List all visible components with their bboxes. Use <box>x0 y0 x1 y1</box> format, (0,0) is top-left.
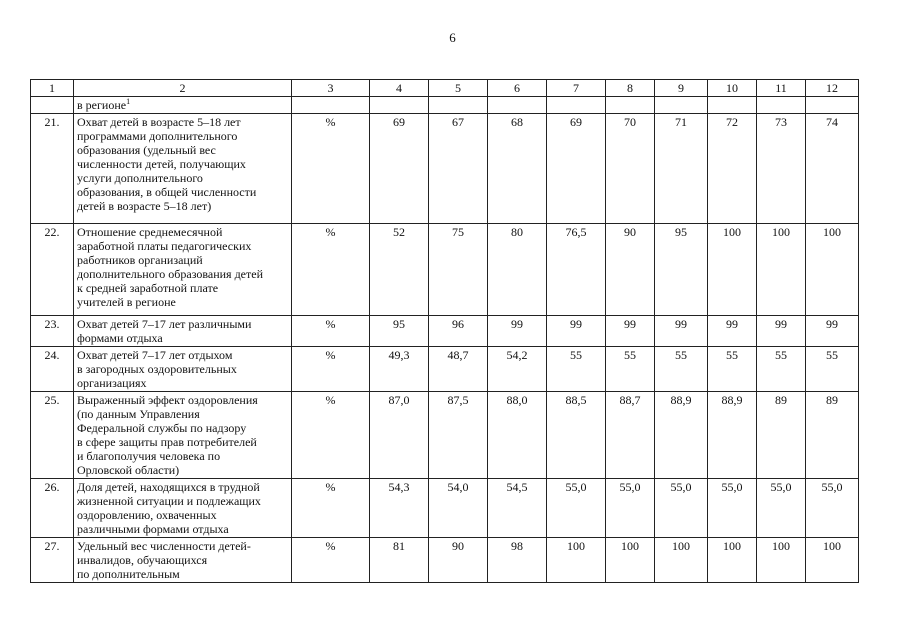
value-cell: 99 <box>655 316 708 347</box>
indicator-name-line: работников организаций <box>77 253 203 267</box>
indicator-name-line: учителей в регионе <box>77 295 176 309</box>
value-cell: 55,0 <box>655 479 708 538</box>
page-number: 6 <box>449 30 456 45</box>
indicator-name-line: оздоровлению, охваченных <box>77 508 217 522</box>
table-row <box>31 538 859 583</box>
unit-cell: % <box>292 316 370 347</box>
indicator-name-line: формами отдыха <box>77 331 163 345</box>
continuation-text: в регионе$^1$ <box>74 97 292 114</box>
value-cell: 99 <box>606 316 655 347</box>
value-cell: 72 <box>708 114 757 224</box>
value-cell: 89 <box>806 392 859 479</box>
continuation-row <box>31 97 859 114</box>
indicator-name-line: Охват детей 7–17 лет различными <box>77 317 252 331</box>
value-cell: 55,0 <box>708 479 757 538</box>
empty-cell <box>488 97 547 114</box>
value-cell: 99 <box>757 316 806 347</box>
indicator-name-line: Выраженный эффект оздоровления <box>77 393 258 407</box>
indicator-name-line: образования, в общей численности <box>77 185 257 199</box>
value-cell: 99 <box>488 316 547 347</box>
value-cell: 100 <box>757 538 806 583</box>
indicator-name-line: (по данным Управления <box>77 407 200 421</box>
column-header: 6 <box>488 80 547 97</box>
value-cell: 49,3 <box>370 347 429 392</box>
indicator-name-line: инвалидов, обучающихся <box>77 553 208 567</box>
column-header: 5 <box>429 80 488 97</box>
table-row <box>31 347 859 392</box>
value-cell: 55 <box>606 347 655 392</box>
unit-cell: % <box>292 479 370 538</box>
unit-cell: % <box>292 392 370 479</box>
value-cell: 98 <box>488 538 547 583</box>
table-row <box>31 392 859 479</box>
row-number: 23. <box>31 316 74 347</box>
indicator-name-line: заработной платы педагогических <box>77 239 252 253</box>
row-number: 25. <box>31 392 74 479</box>
value-cell: 76,5 <box>547 224 606 316</box>
value-cell: 100 <box>708 538 757 583</box>
indicator-name-line: жизненной ситуации и подлежащих <box>77 494 261 508</box>
indicator-name-line: Удельный вес численности детей- <box>77 539 251 553</box>
empty-cell <box>655 97 708 114</box>
indicator-name-line: различными формами отдыха <box>77 522 229 536</box>
column-header: 8 <box>606 80 655 97</box>
indicator-name-line: Доля детей, находящихся в трудной <box>77 480 260 494</box>
indicator-name <box>74 224 292 316</box>
value-cell: 73 <box>757 114 806 224</box>
indicator-name <box>74 538 292 583</box>
value-cell: 67 <box>429 114 488 224</box>
empty-cell <box>757 97 806 114</box>
value-cell: 55 <box>708 347 757 392</box>
value-cell: 54,5 <box>488 479 547 538</box>
value-cell: 100 <box>806 538 859 583</box>
indicator-name <box>74 316 292 347</box>
indicator-name-line: услуги дополнительного <box>77 171 203 185</box>
value-cell: 90 <box>429 538 488 583</box>
value-cell: 55 <box>757 347 806 392</box>
indicator-name-line: дополнительного образования детей <box>77 267 263 281</box>
indicator-name-line: организациях <box>77 376 147 390</box>
value-cell: 52 <box>370 224 429 316</box>
value-cell: 88,7 <box>606 392 655 479</box>
row-number: 24. <box>31 347 74 392</box>
column-header: 12 <box>806 80 859 97</box>
table-row <box>31 316 859 347</box>
value-cell: 89 <box>757 392 806 479</box>
value-cell: 95 <box>370 316 429 347</box>
value-cell: 88,5 <box>547 392 606 479</box>
value-cell: 90 <box>606 224 655 316</box>
column-header: 4 <box>370 80 429 97</box>
column-header: 11 <box>757 80 806 97</box>
indicator-name-line: Орловской области) <box>77 463 180 477</box>
value-cell: 100 <box>547 538 606 583</box>
value-cell: 88,0 <box>488 392 547 479</box>
indicator-name-line: Охват детей в возрасте 5–18 лет <box>77 115 241 129</box>
value-cell: 54,3 <box>370 479 429 538</box>
value-cell: 55,0 <box>757 479 806 538</box>
footnote-mark: 1 <box>126 97 131 106</box>
indicator-name <box>74 114 292 224</box>
empty-cell <box>547 97 606 114</box>
unit-cell: % <box>292 114 370 224</box>
value-cell: 100 <box>806 224 859 316</box>
column-header: 2 <box>74 80 292 97</box>
indicator-name <box>74 479 292 538</box>
value-cell: 54,2 <box>488 347 547 392</box>
column-header: 1 <box>31 80 74 97</box>
indicator-name-line: Охват детей 7–17 лет отдыхом <box>77 348 233 362</box>
table-row <box>31 224 859 316</box>
empty-cell <box>292 97 370 114</box>
indicator-name-line: численности детей, получающих <box>77 157 246 171</box>
column-header: 9 <box>655 80 708 97</box>
value-cell: 99 <box>708 316 757 347</box>
row-number: 27. <box>31 538 74 583</box>
value-cell: 55 <box>806 347 859 392</box>
empty-cell <box>31 97 74 114</box>
value-cell: 55,0 <box>547 479 606 538</box>
row-number: 22. <box>31 224 74 316</box>
indicator-name-line: образования (удельный вес <box>77 143 216 157</box>
unit-cell: % <box>292 224 370 316</box>
value-cell: 100 <box>757 224 806 316</box>
value-cell: 95 <box>655 224 708 316</box>
value-cell: 100 <box>708 224 757 316</box>
value-cell: 96 <box>429 316 488 347</box>
value-cell: 75 <box>429 224 488 316</box>
empty-cell <box>806 97 859 114</box>
value-cell: 55,0 <box>806 479 859 538</box>
column-header: 10 <box>708 80 757 97</box>
indicator-name-line: Отношение среднемесячной <box>77 225 223 239</box>
indicators-table <box>30 79 859 583</box>
indicator-name-line: по дополнительным <box>77 567 180 581</box>
value-cell: 74 <box>806 114 859 224</box>
value-cell: 69 <box>370 114 429 224</box>
row-number: 26. <box>31 479 74 538</box>
table-row <box>31 479 859 538</box>
value-cell: 81 <box>370 538 429 583</box>
value-cell: 87,0 <box>370 392 429 479</box>
indicator-name-line: Федеральной службы по надзору <box>77 421 247 435</box>
value-cell: 68 <box>488 114 547 224</box>
value-cell: 55,0 <box>606 479 655 538</box>
value-cell: 99 <box>547 316 606 347</box>
value-cell: 100 <box>606 538 655 583</box>
value-cell: 70 <box>606 114 655 224</box>
indicator-name-line: в загородных оздоровительных <box>77 362 237 376</box>
value-cell: 48,7 <box>429 347 488 392</box>
value-cell: 71 <box>655 114 708 224</box>
value-cell: 80 <box>488 224 547 316</box>
value-cell: 54,0 <box>429 479 488 538</box>
value-cell: 99 <box>806 316 859 347</box>
unit-cell: % <box>292 538 370 583</box>
indicator-name-line: детей в возрасте 5–18 лет) <box>77 199 212 213</box>
empty-cell <box>606 97 655 114</box>
value-cell: 55 <box>655 347 708 392</box>
column-header: 3 <box>292 80 370 97</box>
column-header: 7 <box>547 80 606 97</box>
value-cell: 87,5 <box>429 392 488 479</box>
column-number-header-row <box>31 80 859 97</box>
value-cell: 69 <box>547 114 606 224</box>
empty-cell <box>370 97 429 114</box>
indicator-name <box>74 347 292 392</box>
indicator-name-line: в сфере защиты прав потребителей <box>77 435 257 449</box>
indicator-name-line: и благополучия человека по <box>77 449 221 463</box>
indicator-name-line: программами дополнительного <box>77 129 238 143</box>
row-number: 21. <box>31 114 74 224</box>
value-cell: 55 <box>547 347 606 392</box>
value-cell: 88,9 <box>655 392 708 479</box>
unit-cell: % <box>292 347 370 392</box>
table-row <box>31 114 859 224</box>
value-cell: 88,9 <box>708 392 757 479</box>
indicator-name <box>74 392 292 479</box>
empty-cell <box>708 97 757 114</box>
value-cell: 100 <box>655 538 708 583</box>
empty-cell <box>429 97 488 114</box>
indicator-name-line: к средней заработной плате <box>77 281 219 295</box>
